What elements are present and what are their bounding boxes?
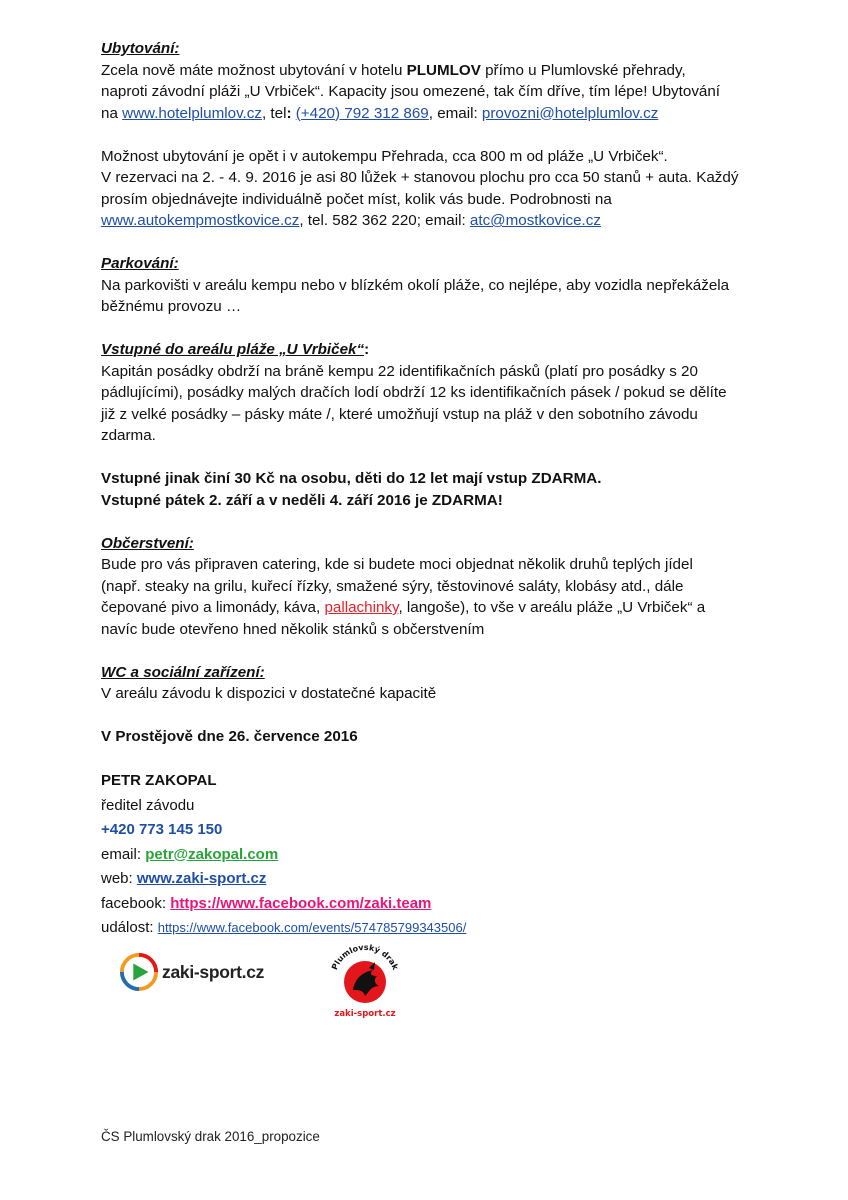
parking-line-2: běžnému provozu … [101,298,242,315]
section-heading-wc: WC a sociální zařízení: [101,663,265,681]
camp-line-3: prosím objednávejte individuálně počet míst, kolik vás bude. Podrobnosti na [101,190,612,208]
camp-line-4: www.autokempmostkovice.cz, tel. 582 362 220; email: atc@mostkovice.cz [101,212,601,229]
refreshments-line-3: čepované pivo a limonády, káva, pallachinky, langoše), to vše v areálu pláže „U Vrbiček“ a [101,599,706,616]
drak-logo-arc-text: Plumlovský drak [330,942,400,972]
section-heading-refreshments: Občerstvení: [101,534,194,552]
wc-line-1: V areálu závodu k dispozici v dostatečné kapacitě [101,685,437,702]
hotel-phone-link[interactable]: (+420) 792 312 869 [295,104,429,122]
section-heading-accommodation: Ubytování: [101,40,180,57]
entry-line-4: zdarma. [101,427,156,444]
pallachinky-link[interactable]: pallachinky [324,599,399,616]
camp-website-link[interactable]: www.autokempmostkovice.cz [101,212,300,229]
entry-line-3: již z velké posádky – pásky máte /, které umožňují vstup na pláž v den sobotního závodu [101,405,698,423]
hotel-email-link[interactable]: provozni@hotelplumlov.cz [481,104,659,122]
entry-fee-line: Vstupné jinak činí 30 Kč na osobu, děti do 12 let mají vstup ZDARMA. [101,470,602,487]
signature-facebook: facebook: https://www.facebook.com/zaki.team [101,894,432,912]
dragon-seal-icon [325,940,405,1020]
signature-event-link[interactable]: https://www.facebook.com/events/574785799343506/ [157,920,467,935]
signature-event: událost: https://www.facebook.com/events/574785799343506/ [101,919,467,936]
entry-line-2: pádlujícími), posádky malých dračích lodí obdrží 12 ks identifikačních pásek / pokud se dělíte [101,384,727,401]
signature-role: ředitel závodu [101,796,195,814]
refreshments-line-1: Bude pro vás připraven catering, kde si budete moci objednat několik druhů teplých jídel [101,556,693,573]
parking-line-1: Na parkovišti v areálu kempu nebo v blízkém okolí pláže, co nejlépe, aby vozidla nepřekážela [101,276,730,294]
signature-facebook-link[interactable]: https://www.facebook.com/zaki.team [170,894,432,912]
refreshments-line-2: (např. steaky na grilu, kuřecí řízky, smažené sýry, těstovinové saláty, klobásy atd., dále [101,577,684,595]
logos-area [120,940,420,1030]
camp-line-2: V rezervaci na 2. - 4. 9. 2016 je asi 80 lůžek + stanovou plochu pro cca 50 stanů + auta. Každý [101,169,739,186]
entry-free-days-line: Vstupné pátek 2. září a v neděli 4. září 2016 je ZDARMA! [101,491,503,509]
zaki-sport-logo-text: zaki-sport.cz [162,961,265,982]
signature-web-link[interactable]: www.zaki-sport.cz [136,870,267,887]
accommodation-line-2: naproti závodní pláži „U Vrbiček“. Kapacity jsou omezené, tak čím dříve, tím lépe! Ubytování [101,83,721,100]
signature-name: PETR ZAKOPAL [101,772,217,789]
accommodation-line-1: Zcela nově máte možnost ubytování v hotelu PLUMLOV přímo u Plumlovské přehrady, [101,61,686,79]
zaki-sport-logo [120,952,290,992]
date-line: V Prostějově dne 26. července 2016 [101,728,358,745]
signature-web: web: www.zaki-sport.cz [101,870,267,887]
hotel-website-link[interactable]: www.hotelplumlov.cz [122,104,262,122]
signature-phone: +420 773 145 150 [101,821,223,838]
play-circle-icon [120,953,158,991]
section-heading-parking: Parkování: [101,255,179,272]
document-page [101,38,761,941]
plumlovsky-drak-logo [325,940,405,1020]
signature-email-link[interactable]: petr@zakopal.com [145,845,279,863]
entry-line-1: Kapitán posádky obdrží na bráně kempu 22 identifikačních pásků (platí pro posádky s 20 [101,362,698,380]
refreshments-line-4: navíc bude otevřeno hned několik stánků s občerstvením [101,620,485,638]
section-heading-entry: Vstupné do areálu pláže „U Vrbiček“: [101,341,370,358]
accommodation-line-3: na www.hotelplumlov.cz, tel: (+420) 792 312 869, email: provozni@hotelplumlov.cz [101,104,659,122]
drak-logo-bottom-text: zaki-sport.cz [334,1009,396,1019]
page-footer: ČS Plumlovský drak 2016_propozice [101,1129,320,1144]
camp-email-link[interactable]: atc@mostkovice.cz [469,212,601,229]
signature-email: email: petr@zakopal.com [101,845,279,863]
camp-line-1: Možnost ubytování je opět i v autokempu Přehrada, cca 800 m od pláže „U Vrbiček“. [101,147,668,165]
